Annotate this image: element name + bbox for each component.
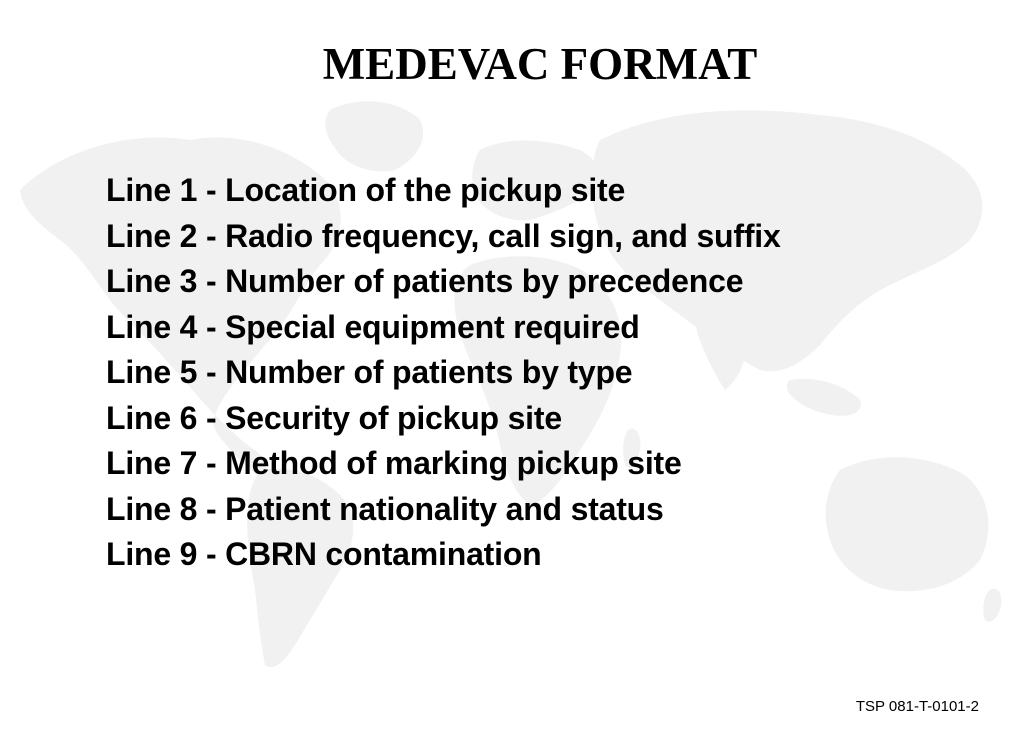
list-item: Line 6 - Security of pickup site [106,399,562,436]
list-item: Line 7 - Method of marking pickup site [106,445,682,481]
list-item: Line 1 - Location of the pickup site [106,172,626,208]
list-item: Line 3 - Number of patients by precedence [106,263,744,299]
list-item: Line 4 - Special equipment required [106,308,640,345]
list-item: Line 2 - Radio frequency, call sign, and suffix [106,217,781,254]
list-item: Line 9 - CBRN contamination [106,536,542,572]
list-item: Line 8 - Patient nationality and status [106,490,664,527]
list-item: Line 5 - Number of patients by type [106,354,633,390]
medevac-line-list [106,168,781,578]
slide-reference-code: TSP 081-T-0101-2 [855,698,979,715]
page-title: MEDEVAC FORMAT [322,39,758,89]
